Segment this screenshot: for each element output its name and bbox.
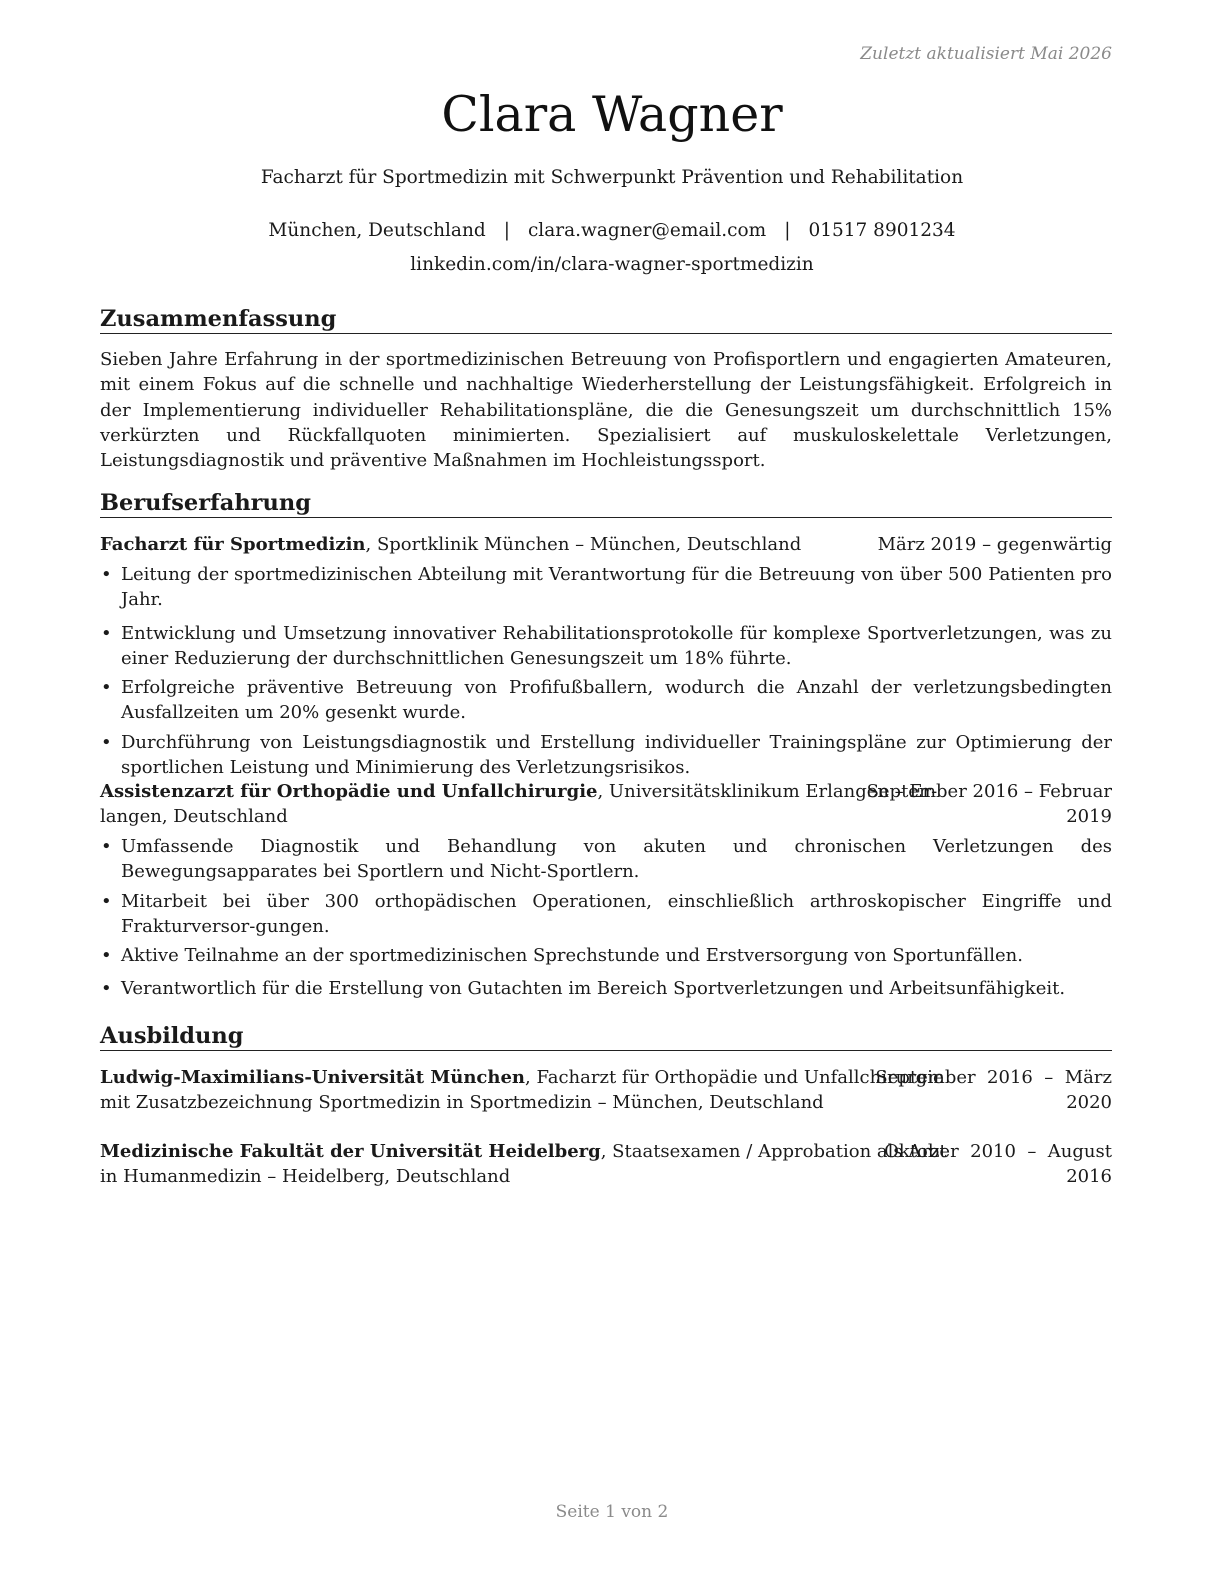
education-degree: , Staatsexamen / Approbation als Arzt xyxy=(600,1141,947,1162)
education-dates: 2016 xyxy=(1066,1166,1112,1187)
linkedin-link[interactable]: linkedin.com/in/clara-wagner-sportmedizin xyxy=(410,254,814,275)
list-item: • Durchführung von Leistungsdiagnostik und Erstellung individueller Trainingspläne zur Optimierung der sportlichen Leistung und Minimierung des Verletzungsrisikos. xyxy=(100,730,1112,781)
contact-line xyxy=(0,220,1224,241)
education-dates: Oktober 2010 – August xyxy=(884,1141,1112,1162)
list-item: • Erfolgreiche präventive Betreuung von Profifußballern, wodurch die Anzahl der verletzungsbedingten Ausfallzeiten um 20% gesenkt wurde. xyxy=(100,675,1112,726)
list-item: • Entwicklung und Umsetzung innovativer Rehabilitationsprotokolle für komplexe Sportverletzungen, was zu einer Reduzierung der durchschnittlichen Genesungszeit um 18% führte. xyxy=(100,621,1112,672)
job-dates: 2019 xyxy=(1066,806,1112,827)
list-item: • Leitung der sportmedizinischen Abteilung mit Verantwortung für die Betreuung von über 500 Patienten pro Jahr. xyxy=(100,562,1112,613)
education-degree: in Humanmedizin – Heidelberg, Deutschland xyxy=(100,1166,511,1187)
education-dates: September 2016 – März xyxy=(875,1067,1112,1088)
section-title-experience: Berufserfahrung xyxy=(100,490,1112,518)
education-degree: mit Zusatzbezeichnung Sportmedizin in Sportmedizin – München, Deutschland xyxy=(100,1092,824,1113)
candidate-name: Clara Wagner xyxy=(441,86,783,143)
job-role: Assistenzarzt für Orthopädie und Unfallchirurgie xyxy=(100,781,598,802)
section-title-education: Ausbildung xyxy=(100,1023,1112,1051)
job-header xyxy=(100,532,1112,557)
job-dates: September 2016 – Februar xyxy=(866,781,1112,802)
education-school: Ludwig-Maximilians-Universität München xyxy=(100,1067,526,1088)
list-item: • Verantwortlich für die Erstellung von Gutachten im Bereich Sportverletzungen und Arbeitsunfähigkeit. xyxy=(100,976,1112,1001)
education-entry xyxy=(100,1065,1112,1115)
education-entry xyxy=(100,1139,1112,1189)
job-bullet-list xyxy=(100,562,1112,780)
job-bullet-list xyxy=(100,834,1112,1002)
list-item: • Umfassende Diagnostik und Behandlung von akuten und chronischen Verletzungen des Bewegungsapparates bei Sportlern und Nicht-Sportlern. xyxy=(100,834,1112,885)
last-updated-note: Zuletzt aktualisiert Mai 2026 xyxy=(860,44,1112,64)
list-item: • Aktive Teilnahme an der sportmedizinischen Sprechstunde und Erstversorgung von Sportunfällen. xyxy=(100,943,1112,968)
contact-separator: | xyxy=(503,220,510,241)
summary-text: Sieben Jahre Erfahrung in der sportmedizinischen Betreuung von Profisportlern und engagierten Amateuren, mit einem Fokus auf die schnelle und nachhaltige Wiederherstellung der Leistungsfähigkeit. Erfolgreich in der Implementierung individueller Rehabilitationspläne, die die Genesungszeit um durchschnittlich 15% verkürzten und Rückfallquoten minimierten. Spezialisiert auf muskuloskelettale Verletzungen, Leistungsdiagnostik und präventive Maßnahmen im Hochleistungssport. xyxy=(100,349,1112,472)
education-school: Medizinische Fakultät der Universität Heidelberg xyxy=(100,1141,601,1162)
section-title-summary: Zusammenfassung xyxy=(100,306,1112,334)
list-item: • Mitarbeit bei über 300 orthopädischen Operationen, einschließlich arthroskopischer Eingriffe und Frakturversor-gungen. xyxy=(100,889,1112,940)
education-degree: , Facharzt für Orthopädie und Unfallchirurgie xyxy=(525,1067,944,1088)
professional-title: Facharzt für Sportmedizin mit Schwerpunkt Prävention und Rehabilitation xyxy=(260,167,964,188)
job-header xyxy=(100,779,1112,829)
page-number: Seite 1 von 2 xyxy=(555,1502,669,1522)
contact-separator: | xyxy=(784,220,791,241)
job-dates: März 2019 – gegenwärtig xyxy=(877,534,1112,555)
job-organization: , Universitätsklinikum Erlangen – Er- xyxy=(597,781,938,802)
job-organization: , Sportklinik München – München, Deutschland xyxy=(365,534,802,555)
job-organization: langen, Deutschland xyxy=(100,806,288,827)
education-dates: 2020 xyxy=(1066,1092,1112,1113)
location: München, Deutschland xyxy=(268,220,486,241)
email-link[interactable]: clara.wagner@email.com xyxy=(527,220,767,241)
job-role: Facharzt für Sportmedizin xyxy=(100,534,366,555)
phone-number: 01517 8901234 xyxy=(808,220,956,241)
